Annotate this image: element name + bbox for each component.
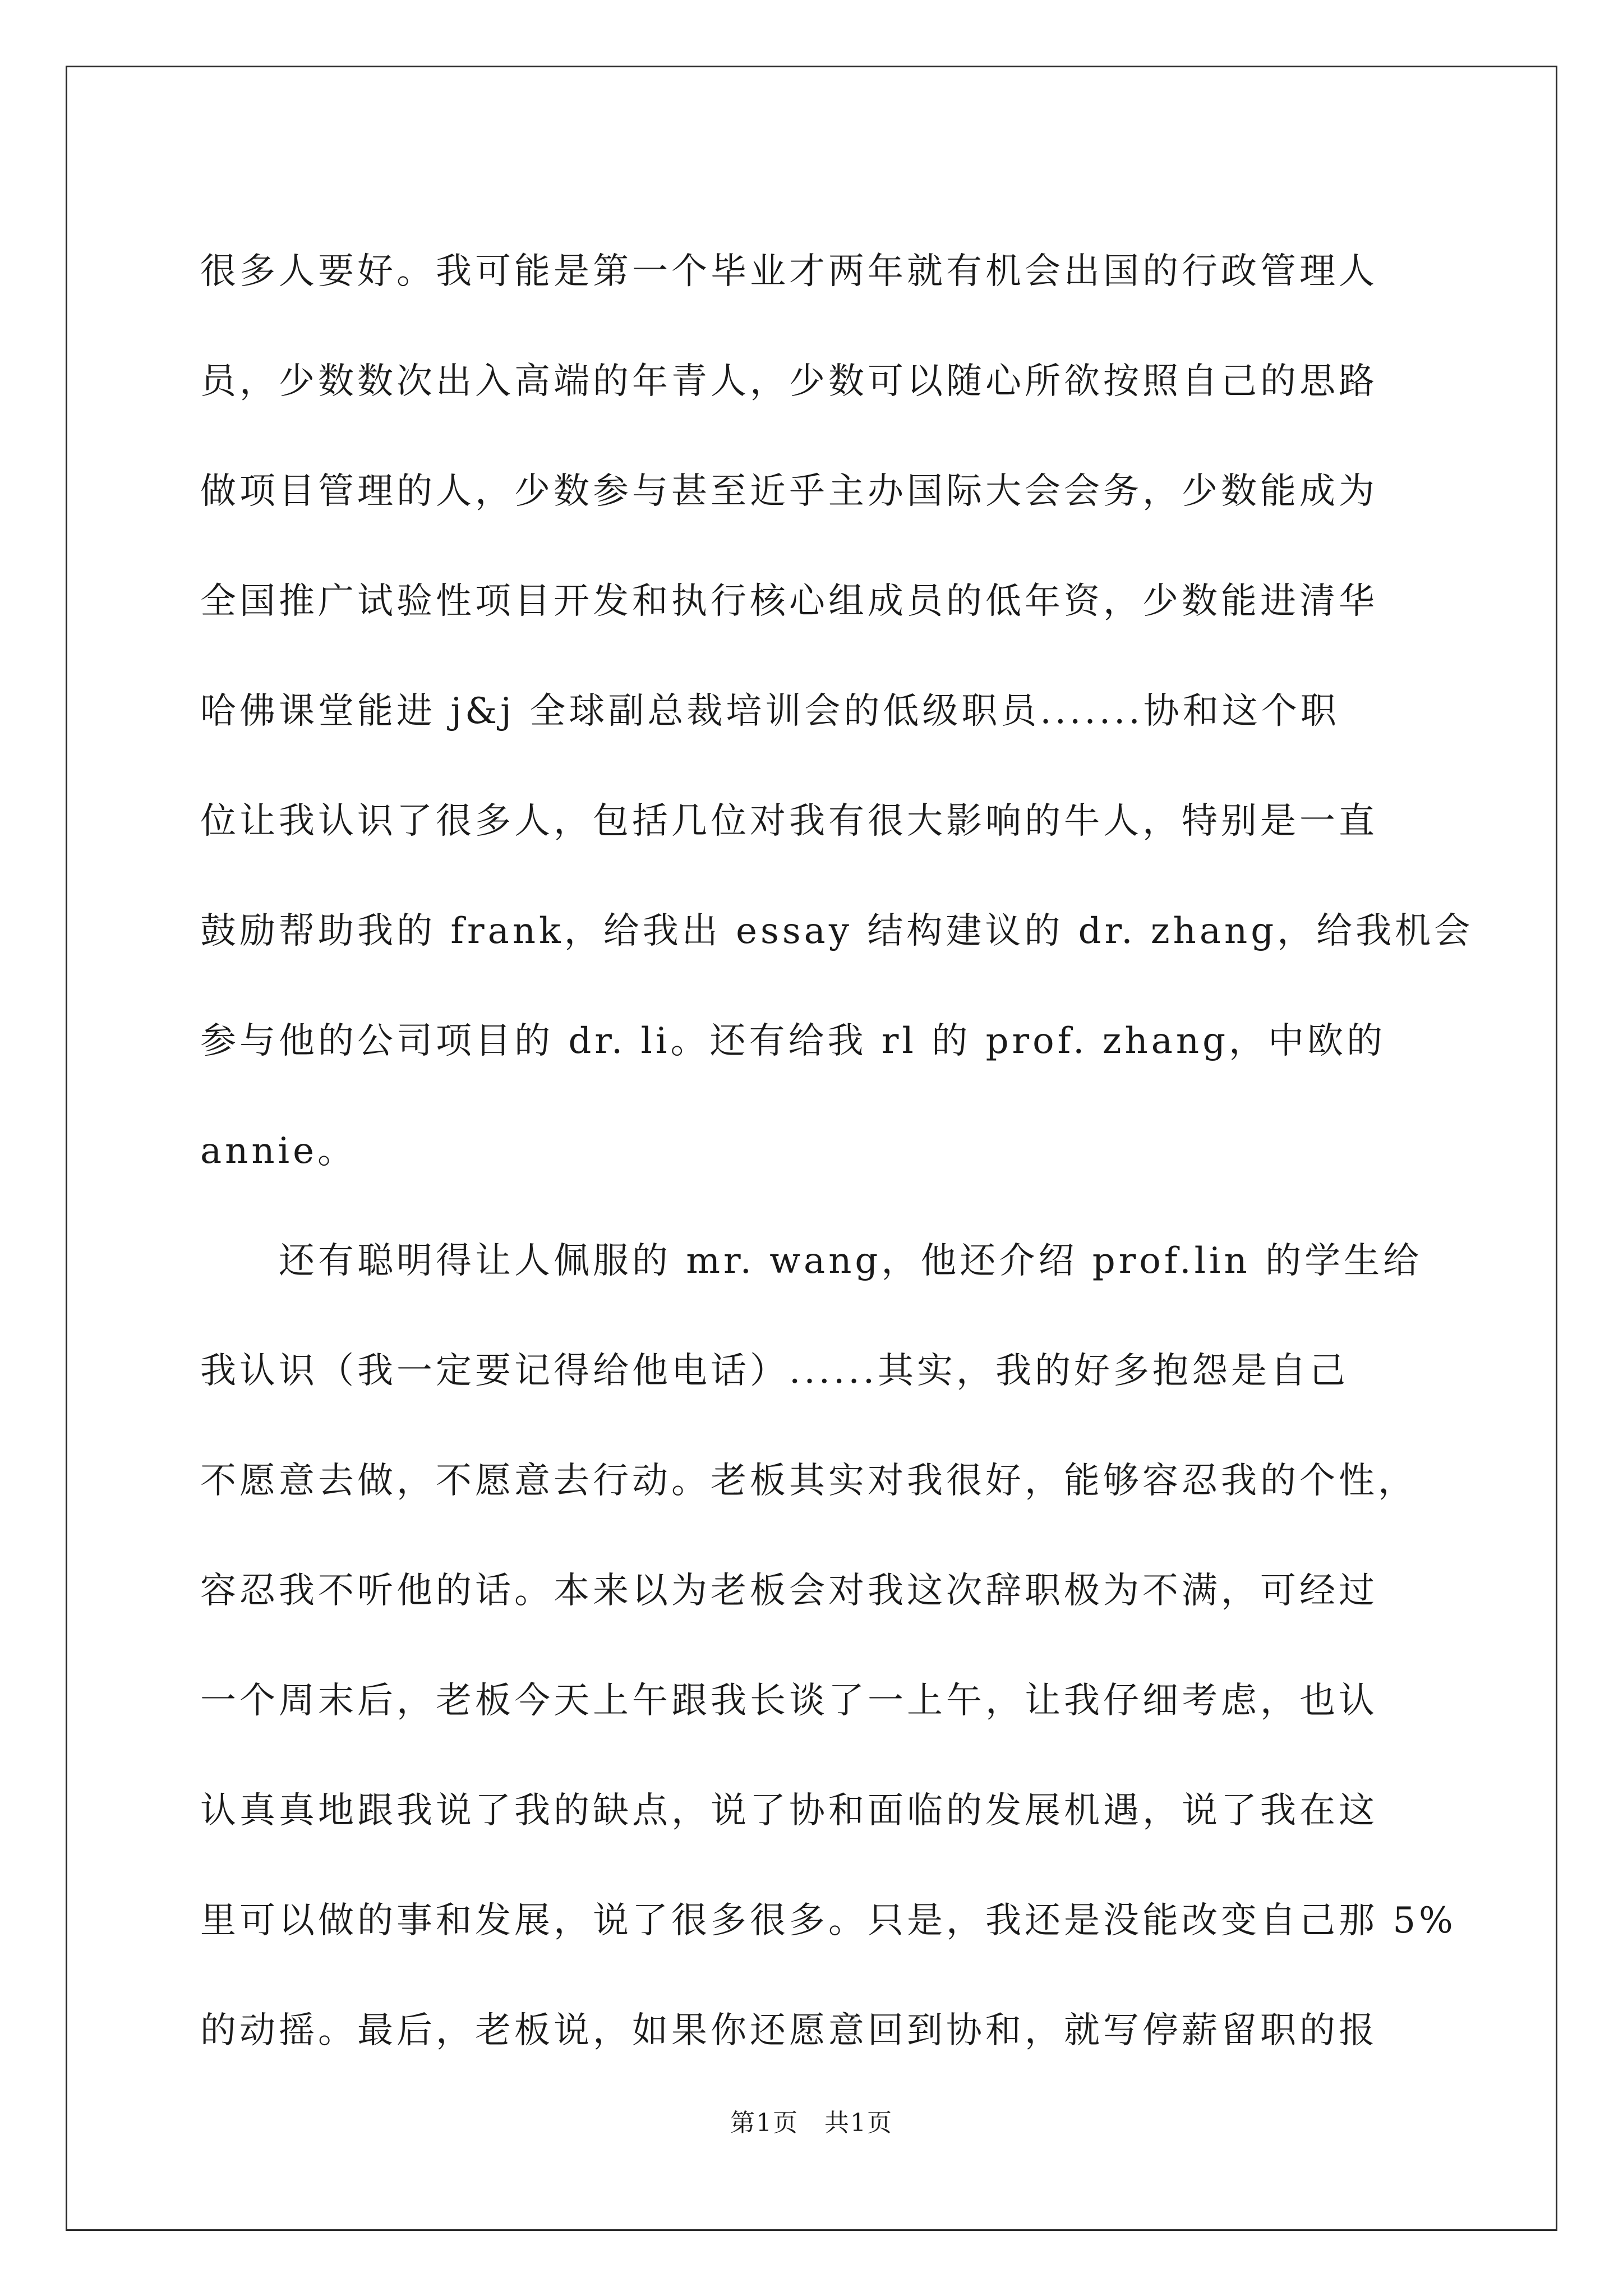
text-line: 鼓励帮助我的 frank，给我出 essay 结构建议的 dr. zhang，给我机会 [200, 910, 1474, 952]
text-line: 的动摇。最后，老板说，如果你还愿意回到协和，就写停薪留职的报 [200, 2010, 1378, 2051]
text-line: 参与他的公司项目的 dr. li。还有给我 rl 的 prof. zhang，中欧的 [200, 1020, 1386, 1062]
text-line: 不愿意去做，不愿意去行动。老板其实对我很好，能够容忍我的个性， [200, 1460, 1417, 1502]
text-line: 哈佛课堂能进 j&j 全球副总裁培训会的低级职员.......协和这个职 [200, 691, 1340, 732]
text-line: annie。 [200, 1130, 357, 1172]
text-line: 做项目管理的人，少数参与甚至近乎主办国际大会会务，少数能成为 [200, 471, 1378, 512]
text-line: 认真真地跟我说了我的缺点，说了协和面临的发展机遇，说了我在这 [200, 1790, 1378, 1832]
document-body [200, 217, 1474, 2086]
page-number-footer: 第1页 共1页 [730, 2109, 893, 2137]
text-line: 一个周末后，老板今天上午跟我长谈了一上午，让我仔细考虑，也认 [200, 1680, 1378, 1722]
text-line: 我认识（我一定要记得给他电话）......其实，我的好多抱怨是自己 [200, 1350, 1349, 1392]
text-line: 容忍我不听他的话。本来以为老板会对我这次辞职极为不满，可经过 [200, 1570, 1378, 1612]
text-line: 很多人要好。我可能是第一个毕业才两年就有机会出国的行政管理人 [200, 251, 1378, 292]
text-line: 员，少数数次出入高端的年青人，少数可以随心所欲按照自己的思路 [200, 361, 1378, 402]
paragraph-start-line: 还有聪明得让人佩服的 mr. wang，他还介绍 prof.lin 的学生给 [279, 1240, 1423, 1282]
text-line: 全国推广试验性项目开发和执行核心组成员的低年资，少数能进清华 [200, 581, 1378, 622]
text-line: 里可以做的事和发展，说了很多很多。只是，我还是没能改变自己那 5% [200, 1900, 1456, 1941]
text-line: 位让我认识了很多人，包括几位对我有很大影响的牛人，特别是一直 [200, 800, 1378, 842]
